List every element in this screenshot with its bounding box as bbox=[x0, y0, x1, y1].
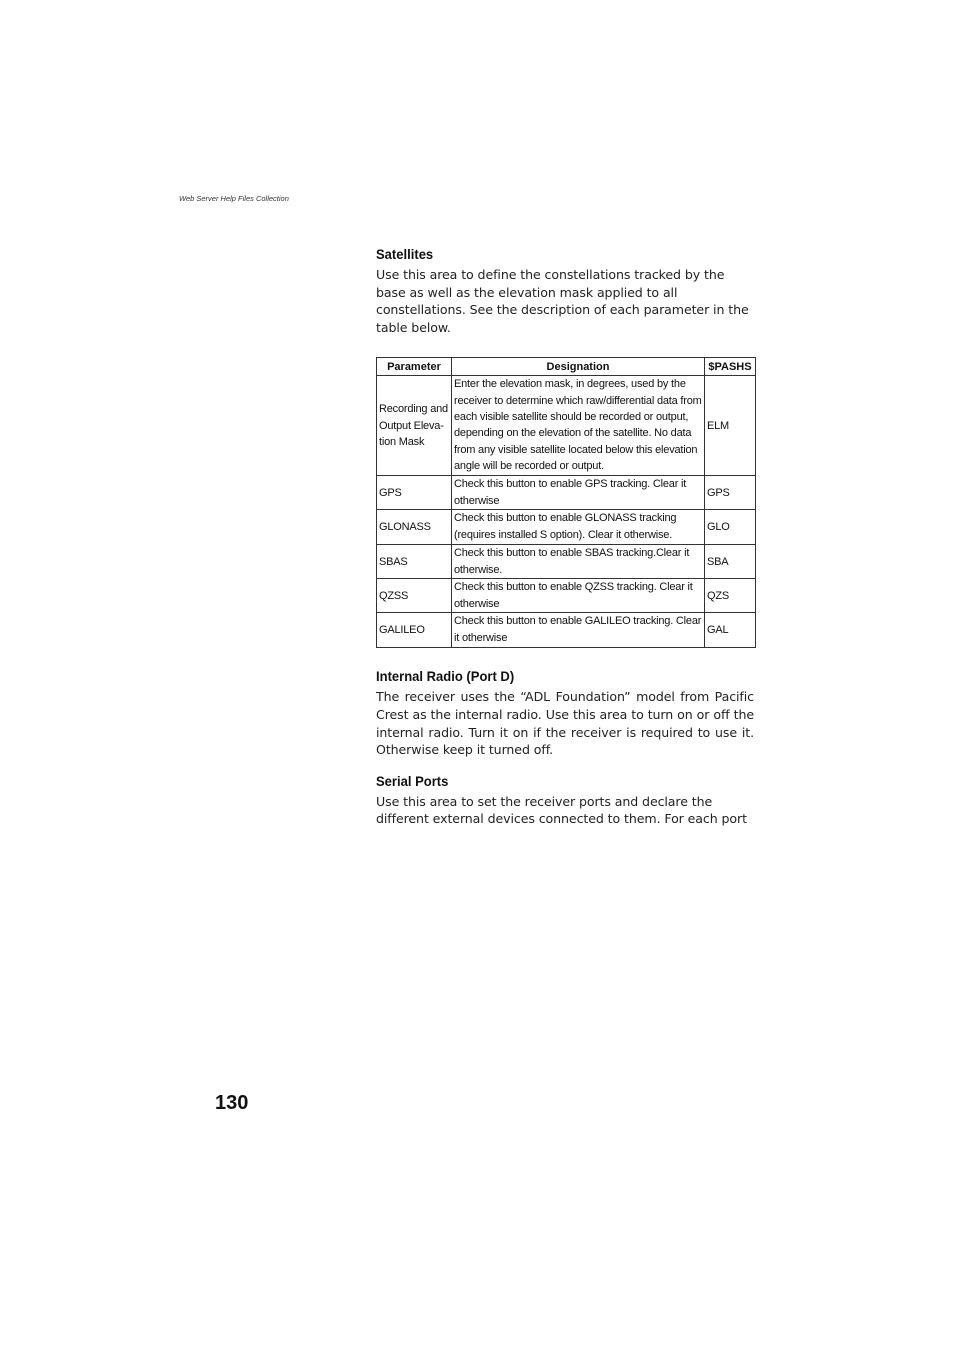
column-header-designation: Designation bbox=[452, 358, 705, 376]
page-number: 130 bbox=[215, 1092, 249, 1114]
parameter-table bbox=[376, 357, 756, 648]
command-cell: SBA bbox=[705, 545, 756, 579]
table-row bbox=[377, 613, 756, 648]
table-row bbox=[377, 579, 756, 613]
serial-ports-body: Use this area to set the receiver ports and declare the different external devices connected to them. For each port bbox=[376, 793, 747, 827]
parameter-cell: GALILEO bbox=[377, 613, 452, 648]
command-cell: GLO bbox=[705, 510, 756, 545]
command-cell: GPS bbox=[705, 476, 756, 510]
column-header-parameter: Parameter bbox=[377, 358, 452, 376]
command-cell: GAL bbox=[705, 613, 756, 648]
designation-cell: Check this button to enable QZSS tracking. Clear it otherwise bbox=[452, 579, 705, 613]
satellites-intro: Use this area to define the constellations tracked by the base as well as the elevation mask applied to all constellations. See the description of each parameter in the table below. bbox=[376, 267, 749, 335]
satellites-heading: Satellites bbox=[376, 246, 434, 262]
designation-cell: Check this button to enable GALILEO tracking. Clear it otherwise bbox=[452, 613, 705, 648]
parameter-cell: SBAS bbox=[377, 545, 452, 579]
internal-radio-heading: Internal Radio (Port D) bbox=[376, 668, 515, 685]
parameter-cell: GLONASS bbox=[377, 510, 452, 545]
table-row bbox=[377, 476, 756, 510]
parameter-cell: Recording and Output Eleva-tion Mask bbox=[377, 376, 452, 476]
parameter-cell: GPS bbox=[377, 476, 452, 510]
table-row bbox=[377, 545, 756, 579]
command-cell: ELM bbox=[705, 376, 756, 476]
serial-ports-section bbox=[376, 773, 754, 828]
column-header-pashs: $PASHS bbox=[705, 358, 756, 376]
designation-cell: Check this button to enable GPS tracking. Clear it otherwise bbox=[452, 476, 705, 510]
table-row bbox=[377, 510, 756, 545]
designation-cell: Check this button to enable SBAS tracking.Clear it otherwise. bbox=[452, 545, 705, 579]
table-header-row bbox=[377, 358, 756, 376]
designation-cell: Check this button to enable GLONASS tracking (requires installed S option). Clear it otherwise. bbox=[452, 510, 705, 545]
internal-radio-body: The receiver uses the “ADL Foundation” model from Pacific Crest as the internal radio. Use this area to turn on or off the internal radio. Turn it on if the receiver is required to use it. Otherwise keep it turned off. bbox=[376, 689, 754, 758]
running-header: Web Server Help Files Collection bbox=[179, 194, 289, 203]
parameter-cell: QZSS bbox=[377, 579, 452, 613]
table-row bbox=[377, 376, 756, 476]
designation-cell: Enter the elevation mask, in degrees, used by the receiver to determine which raw/differential data from each visible satellite should be recorded or output, depending on the elevation of the satellite. No data from any visible satellite located below this elevation angle will be recorded or output. bbox=[452, 376, 705, 476]
main-content bbox=[376, 246, 754, 828]
command-cell: QZS bbox=[705, 579, 756, 613]
internal-radio-section bbox=[376, 668, 754, 758]
serial-ports-heading: Serial Ports bbox=[376, 772, 449, 789]
